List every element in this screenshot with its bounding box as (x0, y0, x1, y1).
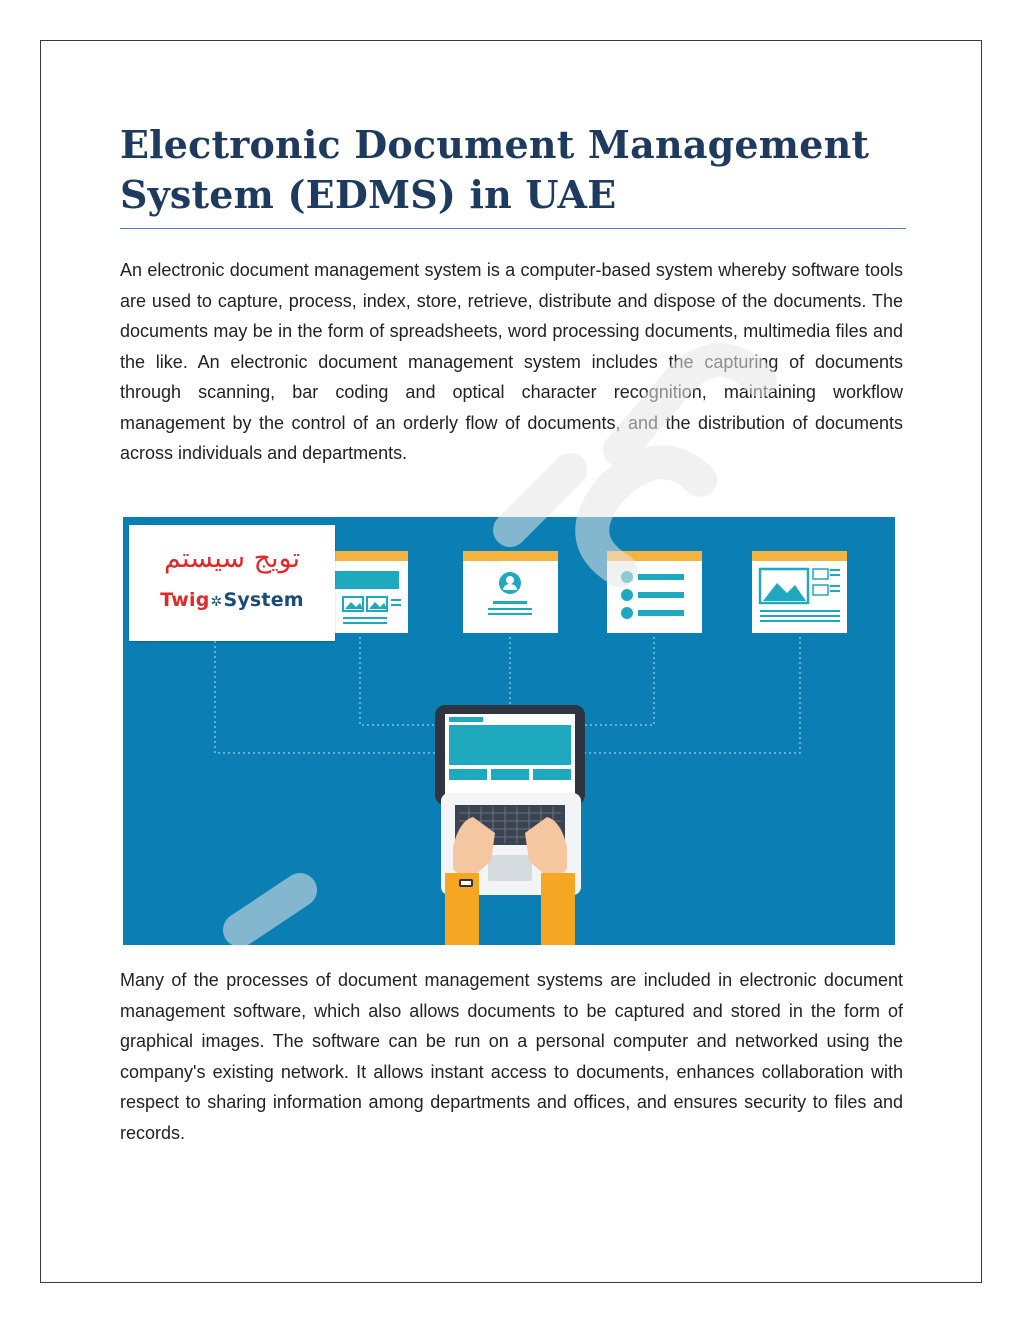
logo-twig-text: Twig (160, 589, 210, 611)
edms-illustration (123, 517, 895, 945)
logo-wordmark (129, 589, 335, 611)
logo-arabic-text: تويج سيستم (164, 543, 300, 574)
paragraph-software: Many of the processes of document management systems are included in electronic document management software, which also allows documents to be captured and stored in the form of graphical images. The software can be run on a personal computer and networked using the company's existing network. It allows instant access to documents, enhances collaboration with respect to sharing information among departments and offices, and ensures security to files and records. (120, 970, 903, 1143)
sprig-icon: ✲ (210, 594, 223, 610)
title-underline (120, 228, 906, 229)
paragraph-intro: An electronic document management system is a computer-based system whereby software tools are used to capture, process, index, store, retrieve, distribute and dispose of the documents. The documents may be in the form of spreadsheets, word processing documents, multimedia files and the like. An electronic document management system includes the capturing of documents through scanning, bar coding and optical character recognition, maintaining workflow management by the control of an orderly flow of documents, and the distribution of documents across individuals and departments. (120, 260, 903, 463)
logo-system-text: System (223, 589, 304, 611)
profile-document-icon (463, 551, 558, 633)
list-document-icon (607, 551, 702, 633)
gallery-document-icon (752, 551, 847, 633)
document-title: Electronic Document Management System (EDMS) in UAE (120, 122, 870, 217)
twig-system-logo (129, 525, 335, 641)
